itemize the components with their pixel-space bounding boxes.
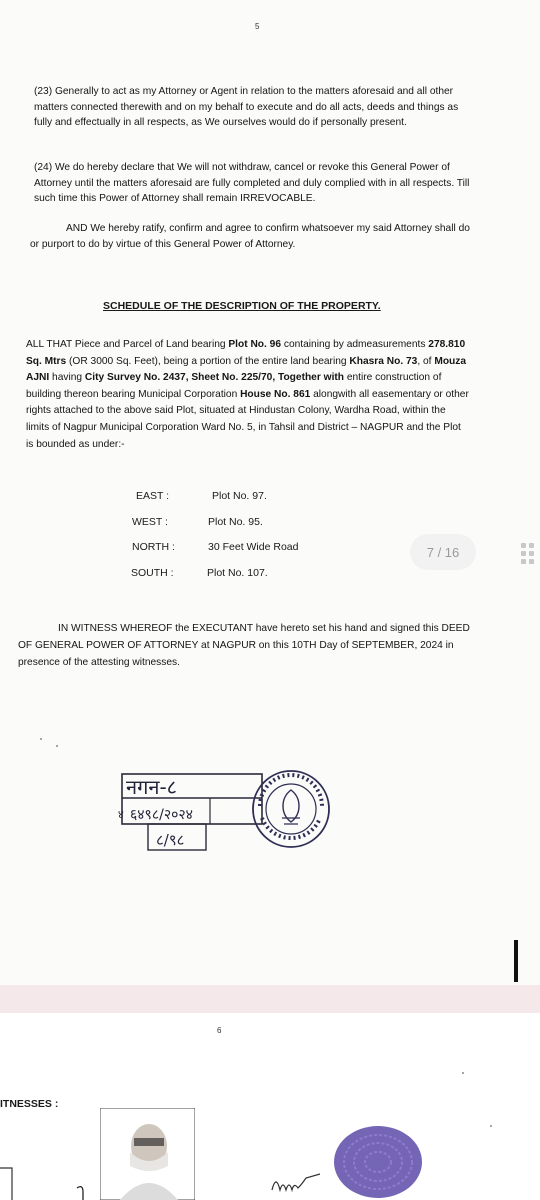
boundary-direction: WEST :	[132, 515, 168, 528]
boundary-value: Plot No. 95.	[208, 515, 263, 528]
registration-stamp	[118, 770, 264, 852]
grid-view-icon[interactable]	[518, 540, 538, 566]
witness-paragraph: IN WITNESS WHEREOF the EXECUTANT have hereto set his hand and signed this DEED OF GENERAL POWER OF ATTORNEY at NAGPUR on this 10TH Day of SEPTEMBER, 2024 in presence of the attesting witnesses.	[18, 623, 470, 668]
scan-edge-mark	[514, 940, 518, 982]
boundary-row-north	[128, 541, 298, 567]
witness-box-left	[0, 1166, 14, 1200]
boundary-direction: SOUTH :	[131, 566, 174, 579]
witness-signature	[268, 1168, 328, 1198]
clause-24: (24) We do hereby declare that We will not withdraw, cancel or revoke this General Power of Attorney until the matters aforesaid are fully completed and duly complied with in all respects. Till such time this Power of Attorney shall remain IRREVOCABLE.	[34, 162, 470, 204]
boundary-row-east	[128, 490, 298, 516]
registrar-seal	[250, 768, 332, 850]
scan-speck	[490, 1125, 492, 1127]
boundary-direction: EAST :	[136, 490, 170, 502]
boundary-direction: NORTH :	[132, 541, 175, 553]
scan-speck	[40, 738, 42, 740]
stamp-line-3: ८/९८	[156, 831, 185, 849]
page-number-top: 5	[255, 22, 260, 31]
handwritten-mark	[75, 1184, 85, 1200]
schedule-title: SCHEDULE OF THE DESCRIPTION OF THE PROPERTY.	[103, 300, 381, 312]
boundary-row-west	[128, 516, 298, 542]
boundary-value: Plot No. 97.	[212, 490, 267, 502]
stamp-line-1: नगन-८	[126, 775, 178, 799]
plot-boundaries	[128, 490, 298, 592]
scan-speck	[56, 745, 58, 747]
stamp-prefix: ४	[118, 808, 124, 821]
schedule-description: ALL THAT Piece and Parcel of Land bearing Plot No. 96 containing by admeasurements 278.810 Sq. Mtrs (OR 3000 Sq. Feet), being a portion of the entire land bearing Khasra No. 73, of Mouza AJNI having City Survey No. 2437, Sheet No. 225/70, Together with entire construction of building thereon bearing Municipal Corporation House No. 861 alongwith all easementary or other rights attached to the above said Plot, situated at Hindustan Colony, Wardha Road, within the limits of Nagpur Municipal Corporation Ward No. 5, in Tahsil and District – NAGPUR and the Plot is bounded as under:-	[26, 339, 469, 450]
scan-speck	[462, 1072, 464, 1074]
page-separator	[0, 985, 540, 1013]
boundary-value: 30 Feet Wide Road	[208, 541, 299, 553]
boundary-value: Plot No. 107.	[207, 566, 268, 579]
boundary-row-south	[128, 567, 298, 593]
clause-23: (23) Generally to act as my Attorney or Agent in relation to the matters aforesaid and all other matters connected therewith and on my behalf to execute and do all acts, deeds and things as fully and effectually in all respects, as We ourselves would do if personally present.	[34, 86, 459, 128]
witness-photo	[100, 1108, 195, 1200]
ratify-clause: AND We hereby ratify, confirm and agree to confirm whatsoever my said Attorney shall do or purport to do by virtue of this General Power of Attorney.	[30, 223, 470, 250]
stamp-line-2: ६४९८/२०२४	[130, 807, 193, 823]
page-number-bottom: 6	[217, 1026, 222, 1035]
witnesses-label: ITNESSES :	[0, 1098, 59, 1110]
thumb-impression	[330, 1120, 428, 1200]
page-indicator-badge[interactable]: 7 / 16	[410, 534, 476, 570]
